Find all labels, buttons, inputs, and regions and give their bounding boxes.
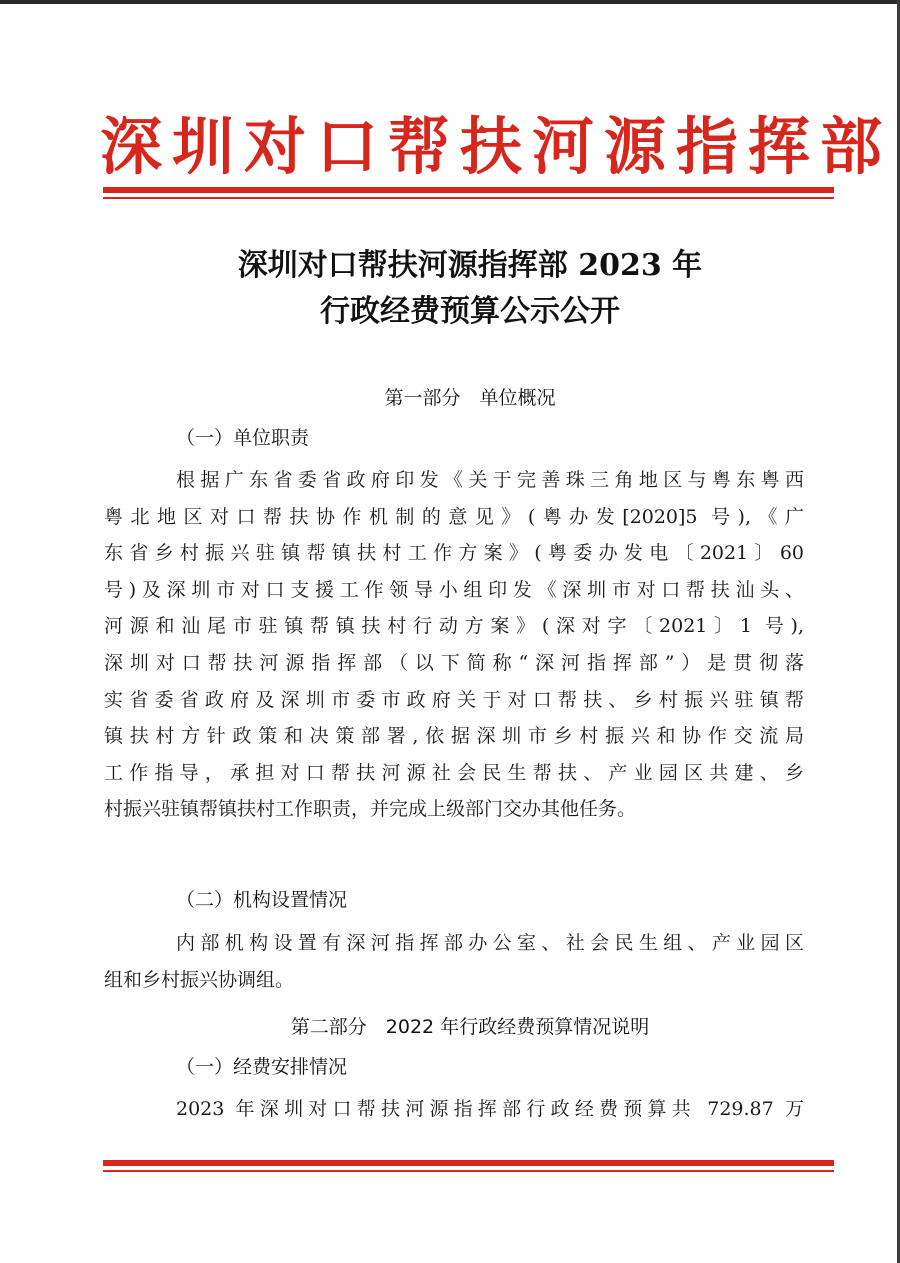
part1-heading: 第一部分 单位概况: [384, 387, 556, 409]
funding-heading: （一）经费安排情况: [176, 1056, 348, 1078]
masthead-rule-thick: [103, 187, 834, 193]
paragraph-line: 工作指导，承担对口帮扶河源社会民生帮扶、产业园区共建、乡: [104, 761, 804, 784]
footer-rule-thick: [103, 1160, 834, 1166]
paragraph-line: 河源和汕尾市驻镇帮镇扶村行动方案》(深对字〔2021〕1 号),: [104, 615, 804, 638]
part2-heading: 第二部分 2022 年行政经费预算情况说明: [290, 1016, 650, 1038]
funding-paragraph: [176, 1091, 804, 1128]
structure-paragraph: [104, 925, 804, 998]
paragraph-line: 东省乡村振兴驻镇帮镇扶村工作方案》(粤委办发电〔2021〕60: [104, 542, 804, 565]
document-title: [100, 243, 840, 335]
paragraph-line: 村振兴驻镇帮镇扶村工作职责，并完成上级部门交办其他任务。: [104, 798, 637, 821]
masthead-rule-thin: [103, 197, 834, 199]
paragraph-line: 实省委省政府及深圳市委市政府关于对口帮扶、乡村振兴驻镇帮: [104, 688, 804, 711]
paragraph-line: 深圳对口帮扶河源指挥部（以下简称“深河指挥部”）是贯彻落: [104, 651, 804, 674]
masthead: 深圳对口帮扶河源指挥部: [100, 110, 893, 183]
footer-rule-thin: [103, 1170, 834, 1172]
paragraph-line: 组和乡村振兴协调组。: [104, 968, 295, 991]
duties-heading: （一）单位职责: [176, 427, 310, 449]
document-title-line-1: 深圳对口帮扶河源指挥部 2023 年: [237, 248, 703, 283]
paragraph-line: 内部机构设置有深河指挥部办公室、社会民生组、产业园区: [176, 932, 804, 954]
paragraph-line: 2023 年深圳对口帮扶河源指挥部行政经费预算共 729.87 万: [176, 1098, 804, 1120]
paragraph-line: 根据广东省委省政府印发《关于完善珠三角地区与粤东粤西: [176, 469, 804, 491]
structure-heading: （二）机构设置情况: [176, 889, 348, 911]
paragraph-line: 号)及深圳市对口支援工作领导小组印发《深圳市对口帮扶汕头、: [104, 578, 804, 601]
scan-top-edge: [0, 0, 900, 4]
document-title-line-2: 行政经费预算公示公开: [320, 294, 620, 329]
duties-paragraph: [104, 462, 804, 828]
paragraph-line: 粤北地区对口帮扶协作机制的意见》(粤办发[2020]5 号),《广: [104, 505, 804, 528]
paragraph-line: 镇扶村方针政策和决策部署,依据深圳市乡村振兴和协作交流局: [104, 725, 804, 748]
